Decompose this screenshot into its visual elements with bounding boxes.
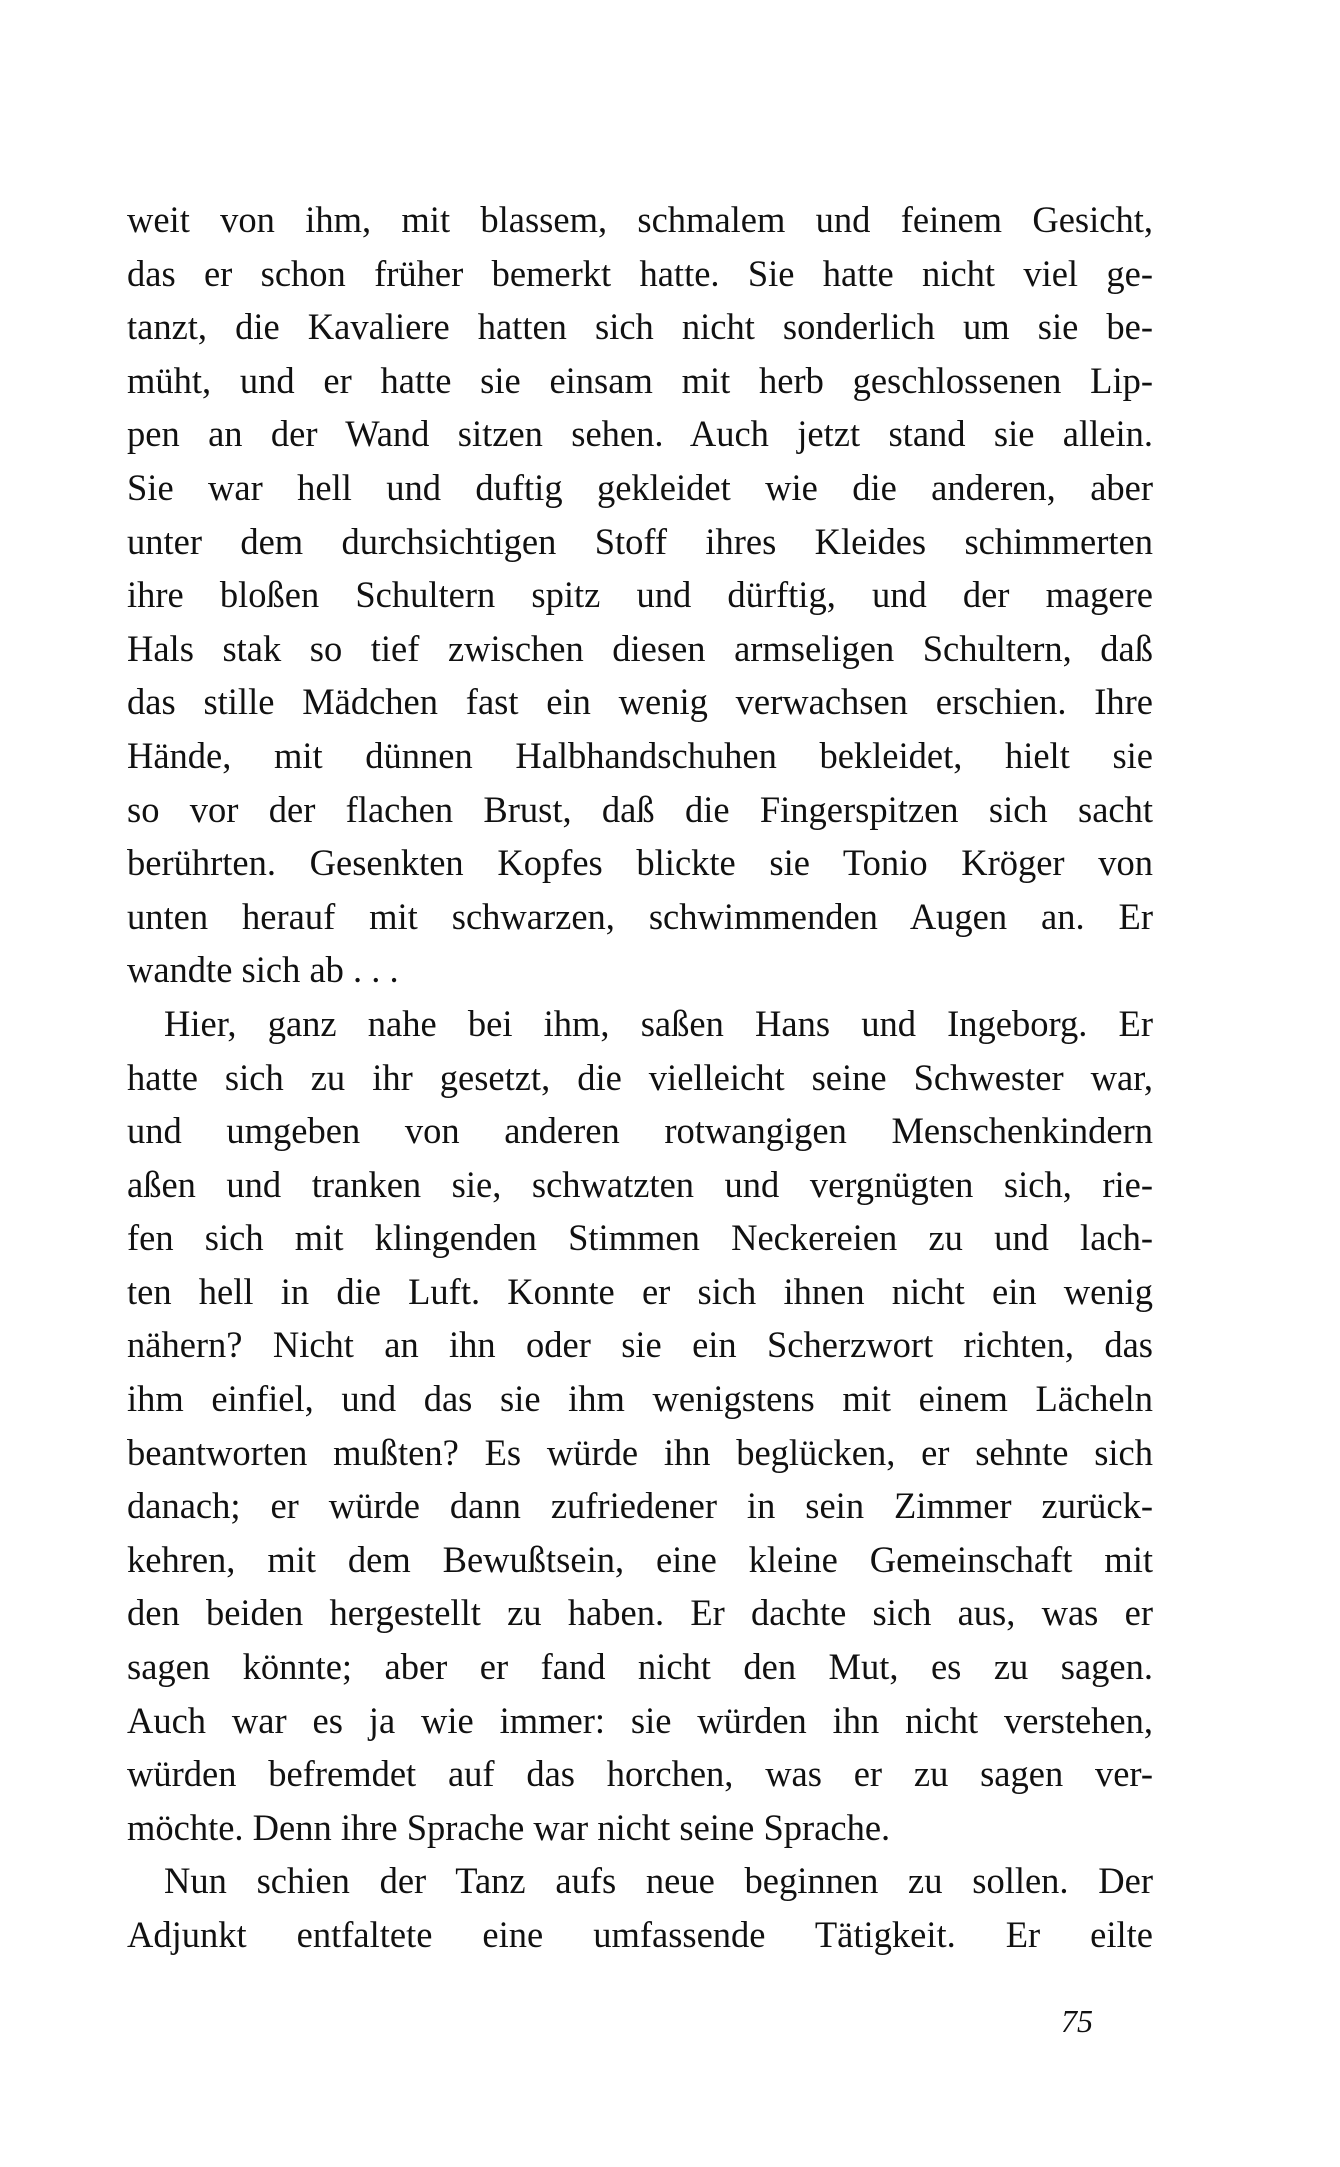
text-line: würden befremdet auf das horchen, was er zu sagen ver- xyxy=(127,1753,1153,1795)
text-line: ihre bloßen Schultern spitz und dürftig, und der magere xyxy=(127,574,1153,616)
text-line: ihm einfiel, und das sie ihm wenigstens mit einem Lächeln xyxy=(127,1378,1153,1420)
text-line: beantworten mußten? Es würde ihn beglücken, er sehnte sich xyxy=(127,1431,1153,1473)
text-line: Sie war hell und duftig gekleidet wie die anderen, aber xyxy=(127,466,1153,508)
paragraph-start-line: Hier, ganz nahe bei ihm, saßen Hans und Ingeborg. Er xyxy=(164,1002,1153,1044)
body-text xyxy=(127,193,1153,1962)
text-line: Auch war es ja wie immer: sie würden ihn nicht verstehen, xyxy=(127,1699,1153,1741)
text-line: das stille Mädchen fast ein wenig verwachsen erschien. Ihre xyxy=(127,681,1153,723)
text-line: das er schon früher bemerkt hatte. Sie hatte nicht viel ge- xyxy=(127,252,1153,294)
text-line: danach; er würde dann zufriedener in sein Zimmer zurück- xyxy=(127,1485,1153,1527)
paragraph-end-line: wandte sich ab . . . xyxy=(127,949,399,991)
text-line: berührten. Gesenkten Kopfes blickte sie Tonio Kröger von xyxy=(127,842,1153,884)
page-number: 75 xyxy=(1061,2003,1093,2039)
text-line: weit von ihm, mit blassem, schmalem und feinem Gesicht, xyxy=(127,199,1153,240)
paragraph-end-line: möchte. Denn ihre Sprache war nicht seine Sprache. xyxy=(127,1806,891,1848)
text-line: Hals stak so tief zwischen diesen armseligen Schultern, daß xyxy=(127,627,1153,669)
text-line: und umgeben von anderen rotwangigen Menschenkindern xyxy=(127,1110,1153,1152)
text-line: tanzt, die Kavaliere hatten sich nicht sonderlich um sie be- xyxy=(127,306,1153,348)
text-line: unter dem durchsichtigen Stoff ihres Kleides schimmerten xyxy=(127,520,1153,562)
text-line: Hände, mit dünnen Halbhandschuhen bekleidet, hielt sie xyxy=(127,734,1153,776)
text-line: sagen könnte; aber er fand nicht den Mut, es zu sagen. xyxy=(127,1646,1153,1688)
text-line: fen sich mit klingenden Stimmen Neckereien zu und lach- xyxy=(127,1217,1153,1259)
text-line: aßen und tranken sie, schwatzten und vergnügten sich, rie- xyxy=(127,1163,1153,1205)
text-line: den beiden hergestellt zu haben. Er dachte sich aus, was er xyxy=(127,1592,1153,1634)
text-line: ten hell in die Luft. Konnte er sich ihnen nicht ein wenig xyxy=(127,1270,1153,1312)
text-line: kehren, mit dem Bewußtsein, eine kleine Gemeinschaft mit xyxy=(127,1538,1153,1580)
paragraph-start-line: Nun schien der Tanz aufs neue beginnen zu sollen. Der xyxy=(164,1860,1153,1902)
text-line: Adjunkt entfaltete eine umfassende Tätigkeit. Er eilte xyxy=(127,1914,1153,1955)
text-line: nähern? Nicht an ihn oder sie ein Scherzwort richten, das xyxy=(127,1324,1153,1366)
text-line: unten herauf mit schwarzen, schwimmenden Augen an. Er xyxy=(127,895,1153,937)
text-line: müht, und er hatte sie einsam mit herb geschlossenen Lip- xyxy=(127,359,1153,401)
text-line: pen an der Wand sitzen sehen. Auch jetzt stand sie allein. xyxy=(127,413,1153,455)
text-line: hatte sich zu ihr gesetzt, die vielleicht seine Schwester war, xyxy=(127,1056,1153,1098)
text-line: so vor der flachen Brust, daß die Fingerspitzen sich sacht xyxy=(127,788,1153,830)
